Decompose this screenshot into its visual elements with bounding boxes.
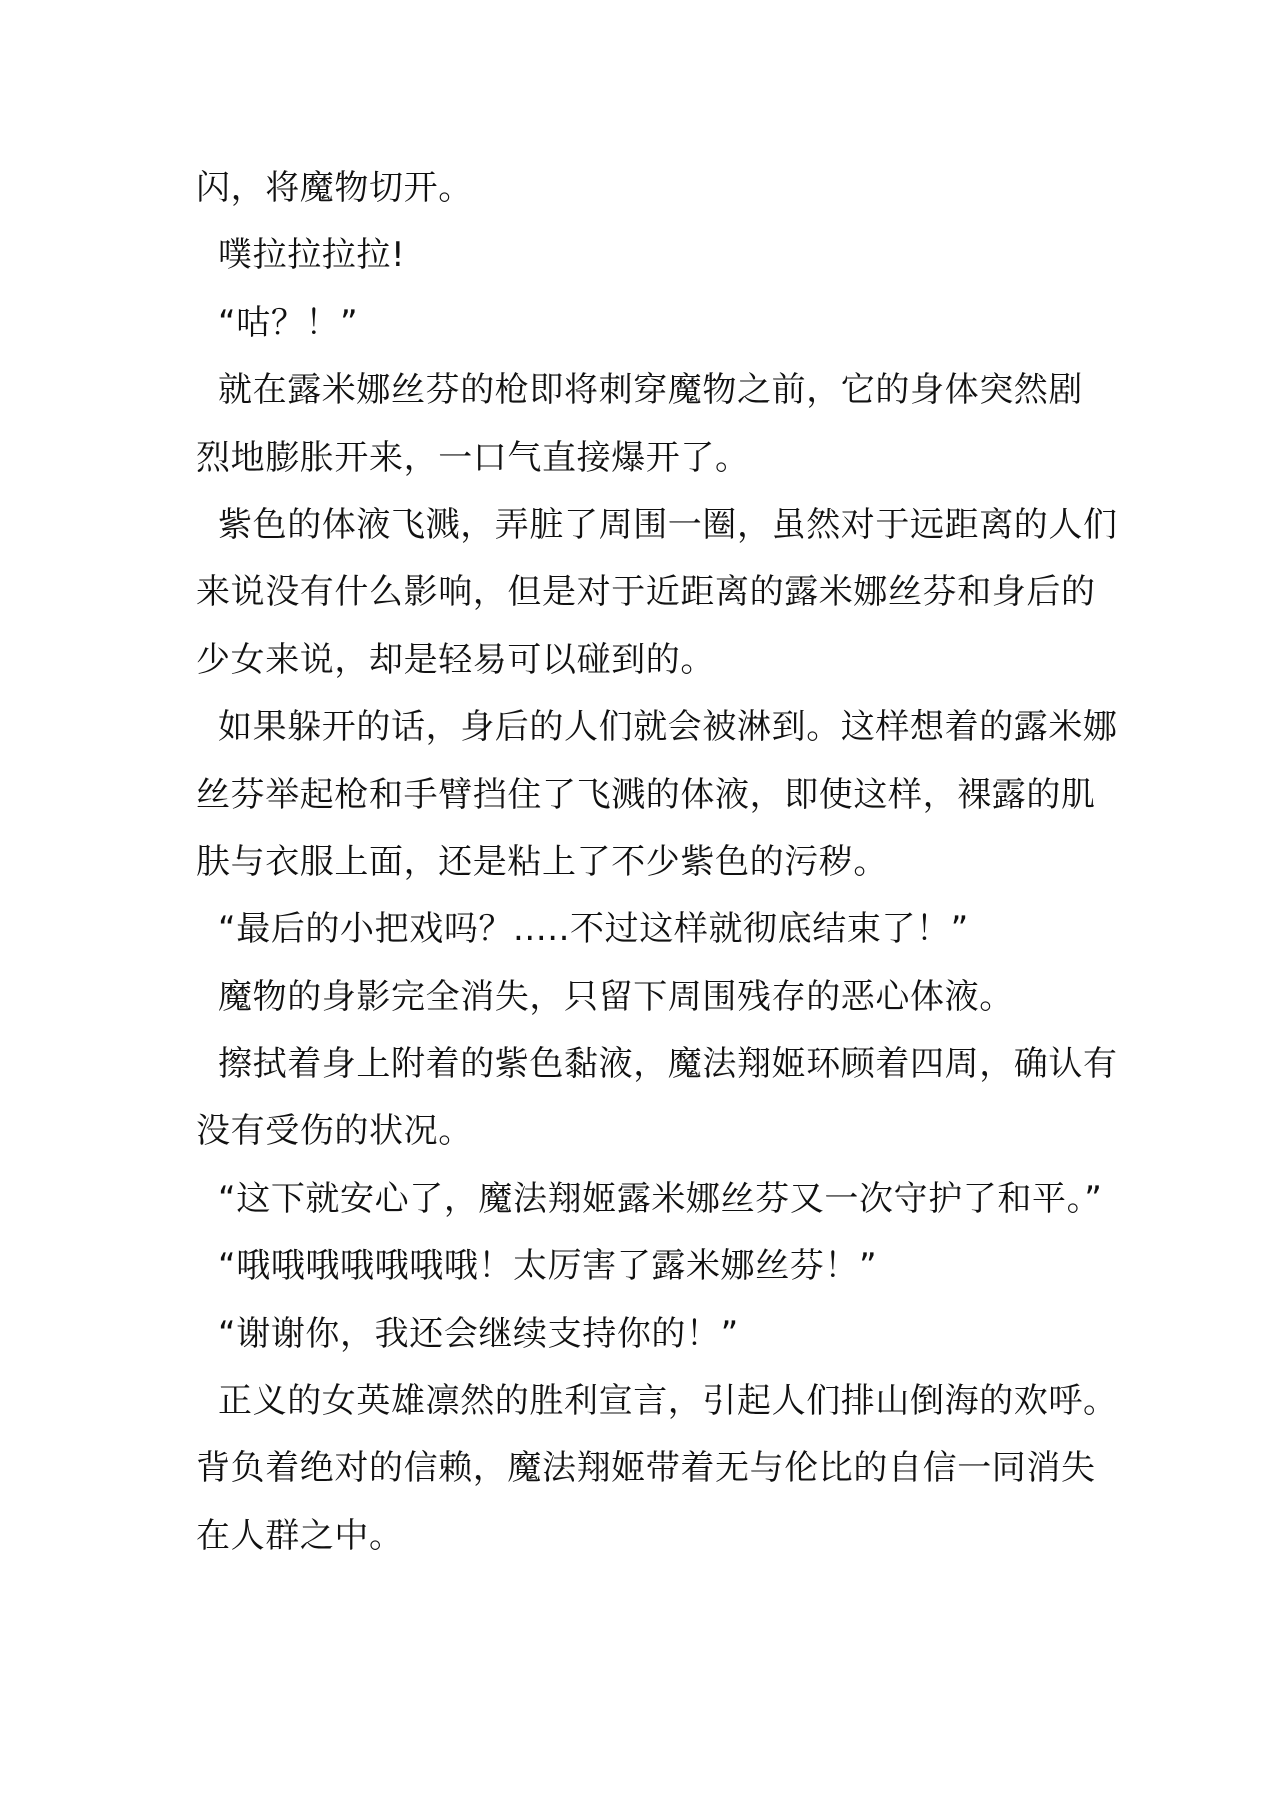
text-line: 背负着绝对的信赖，魔法翔姬带着无与伦比的自信一同消失 bbox=[196, 1448, 1096, 1489]
text-line: 没有受伤的状况。 bbox=[196, 1111, 473, 1152]
text-line: 紫色的体液飞溅，弄脏了周围一圈，虽然对于远距离的人们 bbox=[218, 504, 1118, 545]
text-line: 烈地膨胀开来，一口气直接爆开了。 bbox=[196, 437, 750, 478]
text-line: 肤与衣服上面，还是粘上了不少紫色的污秽。 bbox=[196, 841, 888, 882]
text-line: “哦哦哦哦哦哦哦！太厉害了露米娜丝芬！” bbox=[218, 1246, 878, 1287]
text-line: “咕？！” bbox=[218, 302, 359, 343]
text-line: 来说没有什么影响，但是对于近距离的露米娜丝芬和身后的 bbox=[196, 572, 1096, 613]
text-line: “最后的小把戏吗？.....不过这样就彻底结束了！” bbox=[218, 909, 969, 950]
text-line: 少女来说，却是轻易可以碰到的。 bbox=[196, 639, 715, 680]
text-line: 魔物的身影完全消失，只留下周围残存的恶心体液。 bbox=[218, 976, 1014, 1017]
text-line: 噗拉拉拉拉! bbox=[218, 235, 406, 276]
text-line: “谢谢你，我还会继续支持你的！” bbox=[218, 1313, 739, 1354]
text-line: 在人群之中。 bbox=[196, 1515, 404, 1556]
text-line: 如果躲开的话，身后的人们就会被淋到。这样想着的露米娜 bbox=[218, 707, 1118, 748]
text-line: 擦拭着身上附着的紫色黏液，魔法翔姬环顾着四周，确认有 bbox=[218, 1044, 1118, 1085]
text-line: “这下就安心了，魔法翔姬露米娜丝芬又一次守护了和平。” bbox=[218, 1178, 1103, 1219]
text-line: 丝芬举起枪和手臂挡住了飞溅的体液，即使这样，裸露的肌 bbox=[196, 774, 1096, 815]
body-text bbox=[196, 155, 1118, 1570]
text-line: 就在露米娜丝芬的枪即将刺穿魔物之前，它的身体突然剧 bbox=[218, 370, 1083, 411]
text-line: 闪，将魔物切开。 bbox=[196, 168, 473, 208]
text-line: 正义的女英雄凛然的胜利宣言，引起人们排山倒海的欢呼。 bbox=[218, 1381, 1118, 1422]
